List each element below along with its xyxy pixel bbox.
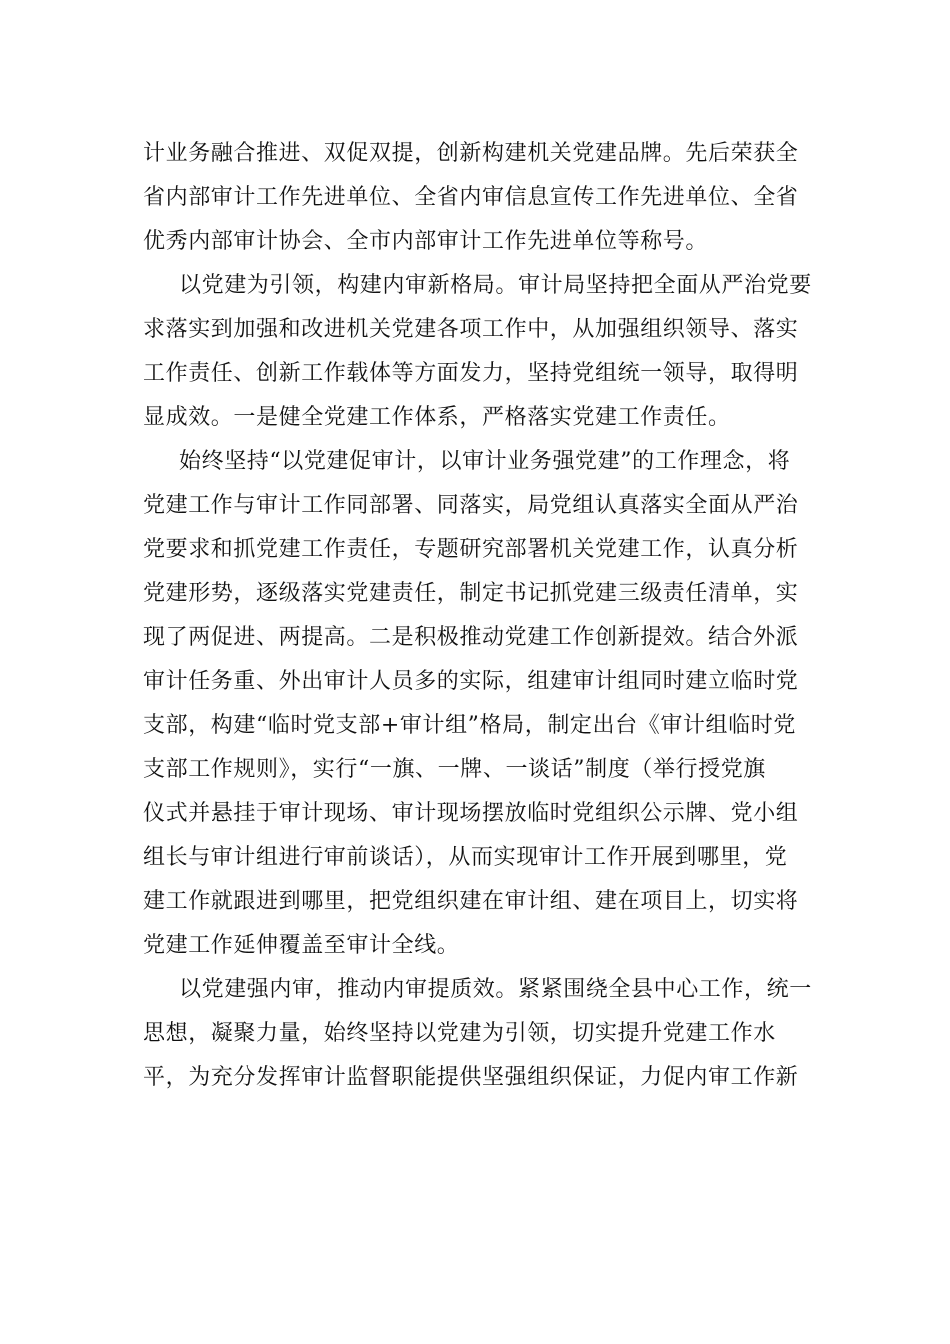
paragraph-3 (143, 440, 808, 968)
text-line: 审计任务重、外出审计人员多的实际，组建审计组同时建立临时党 (143, 669, 799, 694)
text-line: 求落实到加强和改进机关党建各项工作中，从加强组织领导、落实 (143, 317, 799, 342)
paragraph-1 (143, 132, 808, 264)
text-line: 工作责任、创新工作载体等方面发力，坚持党组统一领导，取得明 (143, 361, 799, 386)
text-line: 省内部审计工作先进单位、全省内审信息宣传工作先进单位、全省 (143, 185, 799, 210)
text-line: 优秀内部审计协会、全市内部审计工作先进单位等称号。 (143, 229, 709, 254)
paragraph-4 (143, 968, 812, 1100)
text-line: 党要求和抓党建工作责任，专题研究部署机关党建工作，认真分析 (143, 537, 799, 562)
text-line: 以党建为引领，构建内审新格局。审计局坚持把全面从严治党要 (179, 273, 812, 298)
paragraph-2 (143, 264, 812, 440)
text-line: 支部工作规则》，实行“一旗、一牌、一谈话”制度（举行授党旗 (143, 757, 766, 782)
text-line: 党建形势，逐级落实党建责任，制定书记抓党建三级责任清单，实 (143, 581, 799, 606)
text-line: 党建工作延伸覆盖至审计全线。 (143, 933, 460, 958)
text-line: 现了两促进、两提高。二是积极推动党建工作创新提效。结合外派 (143, 625, 799, 650)
text-line: 始终坚持“以党建促审计，以审计业务强党建”的工作理念，将 (179, 449, 791, 474)
text-line: 显成效。一是健全党建工作体系，严格落实党建工作责任。 (143, 405, 731, 430)
text-line: 支部，构建“临时党支部+审计组”格局，制定出台《审计组临时党 (143, 713, 796, 738)
text-line: 以党建强内审，推动内审提质效。紧紧围绕全县中心工作，统一 (179, 977, 812, 1002)
text-line: 思想，凝聚力量，始终坚持以党建为引领，切实提升党建工作水 (143, 1021, 776, 1046)
text-line: 平，为充分发挥审计监督职能提供坚强组织保证，力促内审工作新 (143, 1065, 799, 1090)
text-line: 建工作就跟进到哪里，把党组织建在审计组、建在项目上，切实将 (143, 889, 799, 914)
document-body (143, 132, 812, 1100)
text-line: 仪式并悬挂于审计现场、审计现场摆放临时党组织公示牌、党小组 (143, 801, 799, 826)
text-line: 组长与审计组进行审前谈话），从而实现审计工作开展到哪里，党 (143, 845, 788, 870)
text-line: 党建工作与审计工作同部署、同落实，局党组认真落实全面从严治 (143, 493, 799, 518)
text-line: 计业务融合推进、双促双提，创新构建机关党建品牌。先后荣获全 (143, 141, 799, 166)
